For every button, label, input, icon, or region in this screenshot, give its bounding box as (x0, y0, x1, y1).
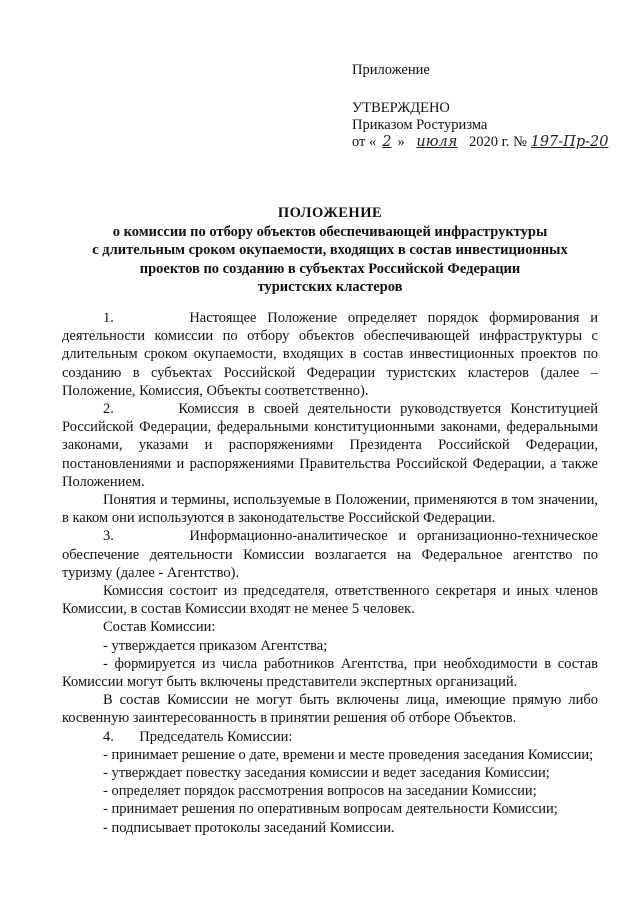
list-item: - формируется из числа работников Агентства, при необходимости в состав Комиссии могут быть включены представители экспертных организаций. (62, 655, 598, 691)
list-item: - подписывает протоколы заседаний Комиссии. (103, 819, 395, 836)
order-date-line (352, 134, 608, 151)
title-heading: ПОЛОЖЕНИЕ (277, 205, 383, 221)
order-label: Приказом Ростуризма (352, 117, 488, 133)
handwritten-number: 197-Пр-20 (530, 134, 609, 150)
title-line-1: о комиссии по отбору объектов обеспечивающей инфраструктуры (112, 223, 548, 240)
list-item: - утверждает повестку заседания комиссии и ведет заседания Комиссии; (103, 765, 550, 782)
document-body (62, 309, 598, 837)
handwritten-day: 2 (382, 134, 392, 150)
title-line-2: с длительным сроком окупаемости, входящих в состав инвестиционных (92, 242, 568, 258)
title-line-3: проектов по созданию в субъектах Российской Федерации (139, 260, 521, 277)
list-item: - принимает решение о дате, времени и месте проведения заседания Комиссии; (103, 746, 594, 763)
date-mid: » (397, 134, 405, 150)
approved-label: УТВЕРЖДЕНО (352, 100, 450, 116)
year-text: 2020 г. № (468, 134, 527, 150)
paragraph-3: 3. Информационно-аналитическое и организационно-техническое обеспечение деятельности Комиссии возлагается на Федеральное агентство по туризму (далее - Агентство). (62, 528, 598, 581)
paragraph-4: 4. Председатель Комиссии: (103, 728, 293, 745)
paragraph-composition-label: Состав Комиссии: (103, 619, 216, 636)
paragraph-1: 1. Настоящее Положение определяет порядок формирования и деятельности комиссии по отбору объектов обеспечивающей инфраструктуры с длительным сроком окупаемости, входящих в состав инвестиционных проектов по созданию в субъектах Российской Федерации туристских кластеров (далее – Положение, Комиссия, Объекты соответственно). (62, 310, 598, 399)
list-item: - утверждается приказом Агентства; (103, 637, 328, 654)
date-prefix: от « (352, 134, 377, 150)
handwritten-month: июля (416, 134, 458, 150)
approval-block (352, 62, 608, 151)
paragraph-composition: Комиссия состоит из председателя, ответственного секретаря и иных членов Комиссии, в состав Комиссии входят не менее 5 человек. (62, 583, 598, 618)
paragraph-exclusion: В состав Комиссии не могут быть включены лица, имеющие прямую либо косвенную заинтересованность в принятии решения об отборе Объектов. (62, 692, 598, 727)
paragraph-2: 2. Комиссия в своей деятельности руководствуется Конституцией Российской Федерации, федеральными конституционными законами, федеральными законами, указами и распоряжениями Президента Российской Федерации, постановлениями и распоряжениями Правительства Российской Федерации, а также Положением. (62, 401, 598, 490)
list-item: - принимает решения по оперативным вопросам деятельности Комиссии; (103, 801, 558, 818)
title-line-4: туристских кластеров (257, 279, 403, 295)
document-title (40, 204, 620, 297)
list-item: - определяет порядок рассмотрения вопросов на заседании Комиссии; (103, 783, 537, 800)
attachment-label: Приложение (352, 62, 430, 78)
paragraph-terms: Понятия и термины, используемые в Положении, применяются в том значении, в каком они используются в законодательстве Российской Федерации. (62, 492, 598, 527)
